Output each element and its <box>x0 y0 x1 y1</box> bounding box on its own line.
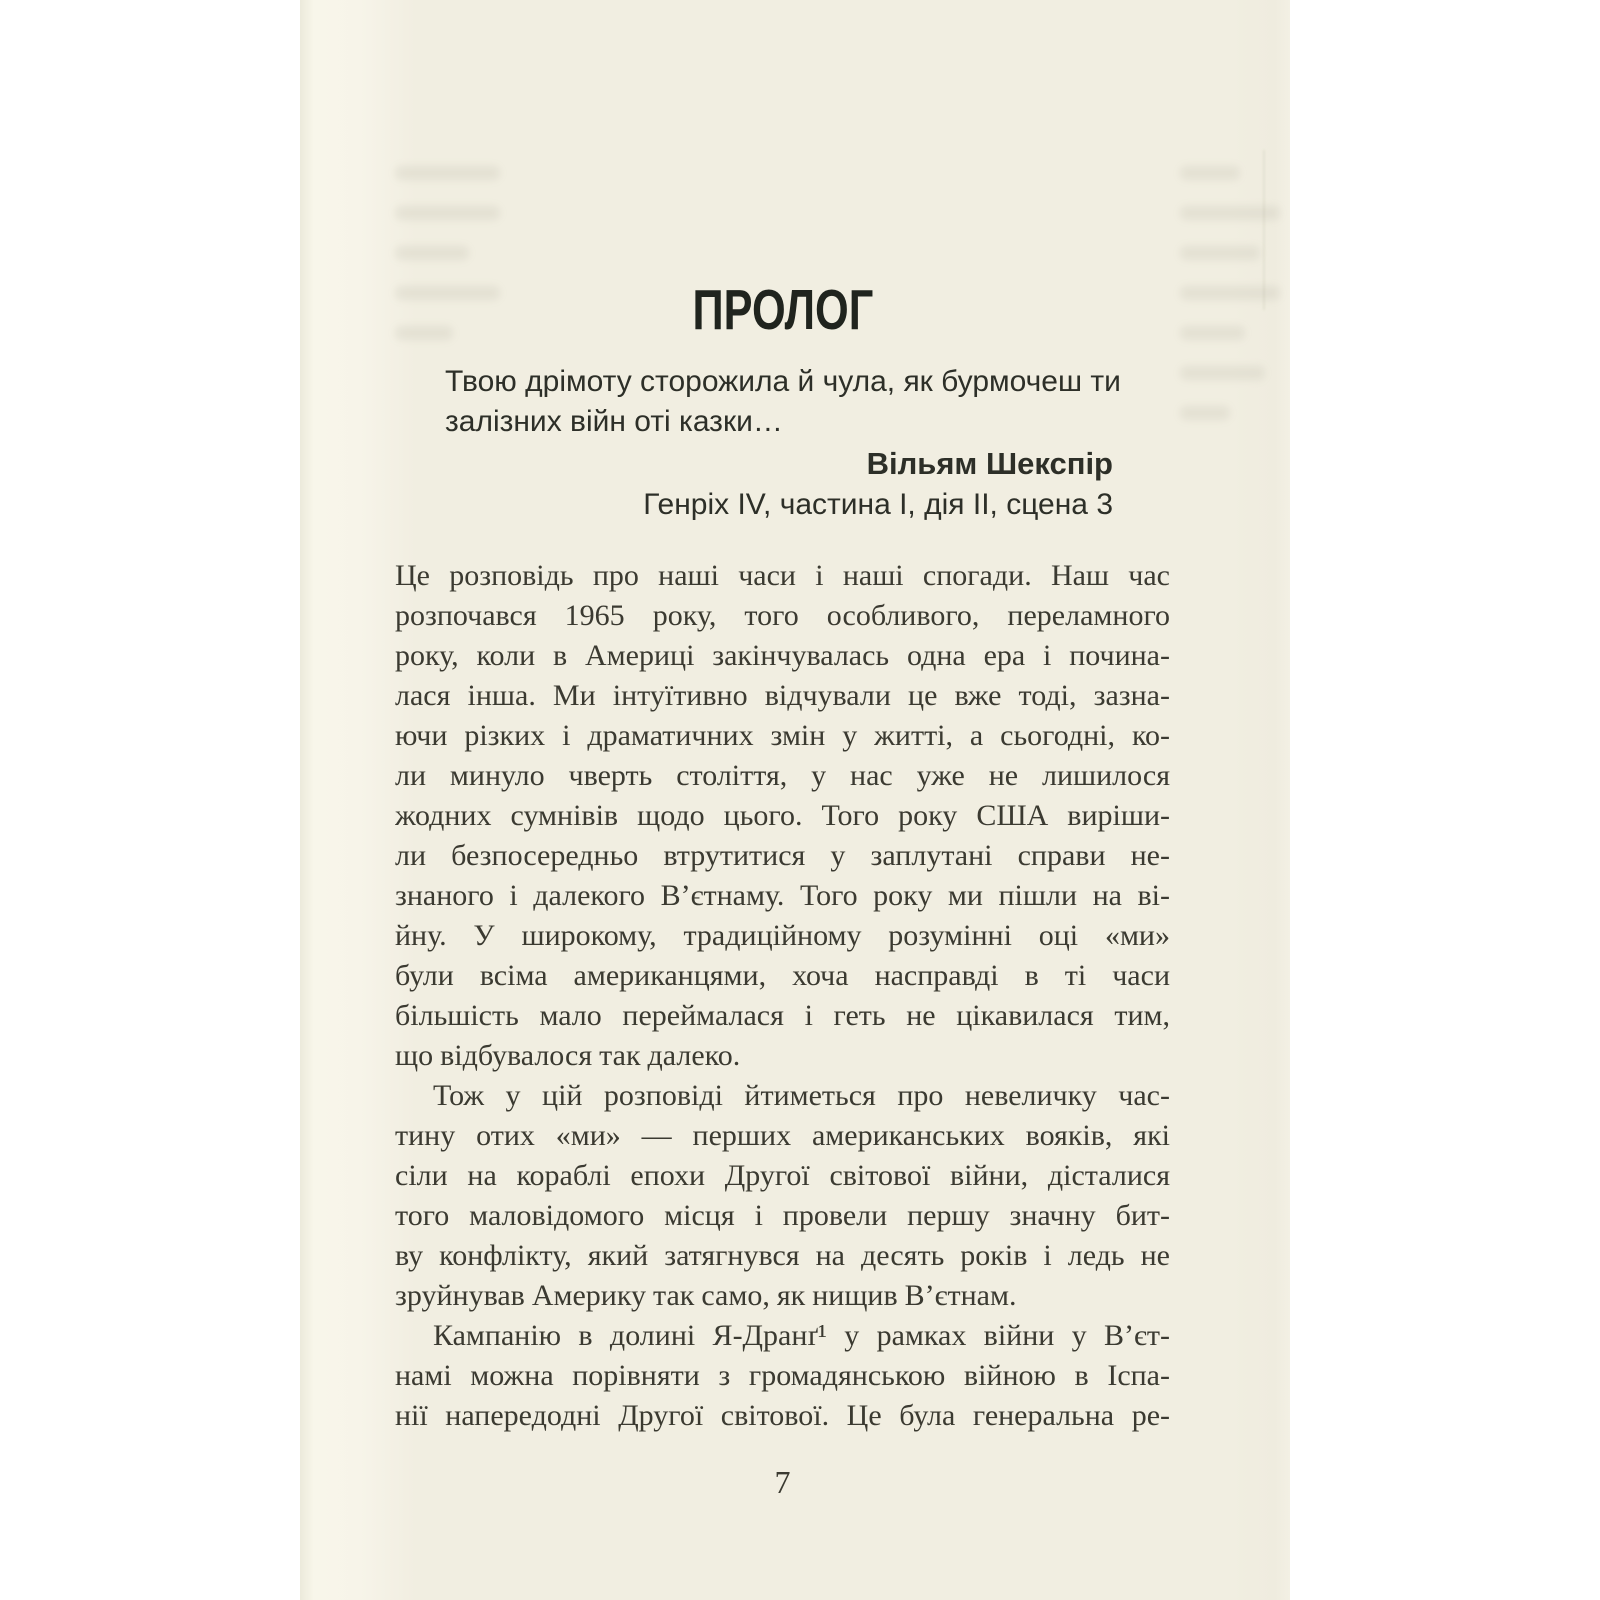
body-line: що відбувалося так далеко. <box>395 1039 741 1072</box>
body-line: того маловідомого місця і провели першу значну бит- <box>395 1199 1170 1232</box>
body-line: більшість мало переймалася і геть не цікавилася тим, <box>395 999 1170 1032</box>
showthrough-artifact-right <box>1180 140 1280 446</box>
epigraph-author: Вільям Шекспір <box>866 446 1113 481</box>
body-line: ючи різких і драматичних змін у житті, а сьогодні, ко- <box>395 719 1170 752</box>
body-line: зруйнував Америку так само, як нищив В’єтнам. <box>395 1279 1017 1312</box>
body-line: знаного і далекого В’єтнаму. Того року ми пішли на ві- <box>395 879 1170 912</box>
body-line: йну. У широкому, традиційному розумінні оці «ми» <box>395 919 1170 952</box>
body-line: Тож у цій розповіді йтиметься про невеличку час- <box>433 1079 1170 1112</box>
body-line: лася інша. Ми інтуїтивно відчували це вже тоді, зазна- <box>395 679 1170 712</box>
body-line: Кампанію в долині Я-Дранґ¹ у рамках війни у В’єт- <box>433 1319 1170 1352</box>
body-line: намі можна порівняти з громадянською війною в Іспа- <box>395 1359 1170 1392</box>
epigraph-line: Твою дрімоту сторожила й чула, як бурмочеш ти <box>445 365 1121 398</box>
epigraph-line: залізних війн оті казки… <box>445 405 783 438</box>
chapter-title-text: ПРОЛОГ <box>692 278 873 342</box>
page-content <box>395 0 1170 1600</box>
body-line: ву конфлікту, який затягнувся на десять років і ледь не <box>395 1239 1170 1272</box>
body-line: року, коли в Америці закінчувалась одна ера і почина- <box>395 639 1170 672</box>
body-line: сіли на кораблі епохи Другої світової війни, дісталися <box>395 1159 1170 1192</box>
chapter-title <box>395 278 1170 342</box>
body-line: тину отих «ми» — перших американських вояків, які <box>395 1119 1170 1152</box>
body-line: Це розповідь про наші часи і наші спогади. Наш час <box>395 559 1170 592</box>
page-crease-artifact <box>1263 150 1265 310</box>
body-line: були всіма американцями, хоча насправді в ті часи <box>395 959 1170 992</box>
epigraph-source: Генріх IV, частина I, дія II, сцена 3 <box>643 488 1113 521</box>
body-line: нії напередодні Другої світової. Це була генеральна ре- <box>395 1399 1170 1432</box>
body-text <box>395 556 1170 1436</box>
page-number: 7 <box>774 1464 791 1500</box>
body-line: ли минуло чверть століття, у нас уже не лишилося <box>395 759 1170 792</box>
body-line: жодних сумнівів щодо цього. Того року США виріши- <box>395 799 1170 832</box>
book-page <box>300 0 1290 1600</box>
epigraph <box>445 362 1170 442</box>
body-line: ли безпосередньо втрутитися у заплутані справи не- <box>395 839 1170 872</box>
body-line: розпочався 1965 року, того особливого, переламного <box>395 599 1170 632</box>
